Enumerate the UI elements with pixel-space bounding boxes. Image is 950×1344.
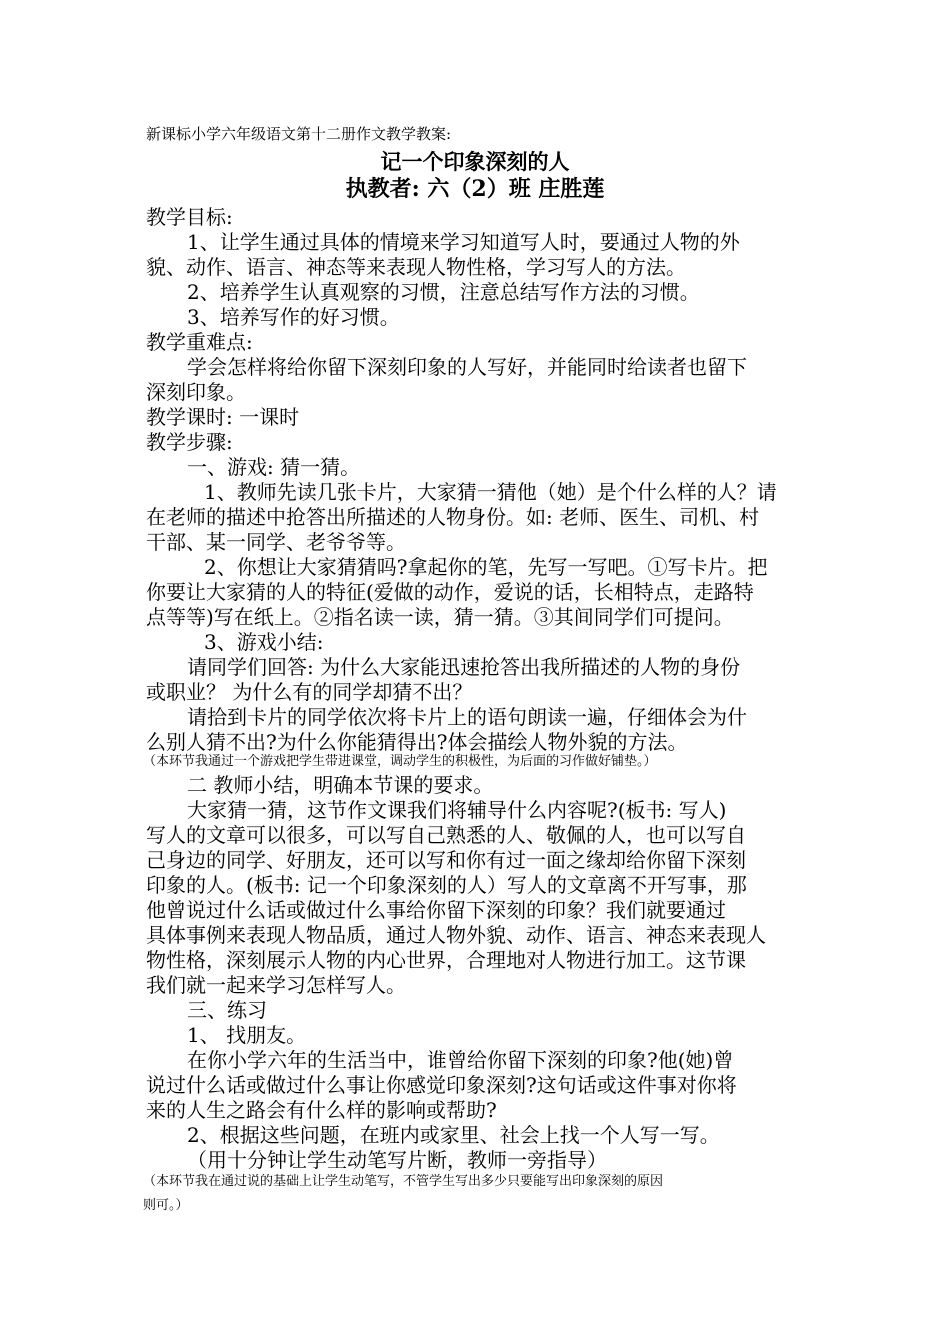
paragraph-line: （用十分钟让学生动笔写片断，教师一旁指导） xyxy=(187,1148,607,1172)
paragraph-line: 写人的文章可以很多，可以写自己熟悉的人、敬佩的人，也可以写自 xyxy=(146,823,746,847)
paragraph-line: 来的人生之路会有什么样的影响或帮助? xyxy=(146,1098,497,1122)
paragraph-line: 二 教师小结，明确本节课的要求。 xyxy=(187,773,494,797)
paragraph-line: 点等等)写在纸上。②指名读一读，猜一猜。③其间同学们可提问。 xyxy=(146,605,734,629)
paragraph-line: 具体事例来表现人物品质，通过人物外貌、动作、语言、神态来表现人 xyxy=(146,923,766,947)
paragraph-line: 1、让学生通过具体的情境来学习知道写人时，要通过人物的外 xyxy=(187,230,740,254)
paragraph-line: 干部、某一同学、老爷爷等。 xyxy=(146,530,406,554)
paragraph-line: 2、根据这些问题，在班内或家里、社会上找一个人写一写。 xyxy=(187,1123,720,1147)
teaching-note: （本环节我通过一个游戏把学生带进课堂，调动学生的积极性，为后面的习作做好铺垫。） xyxy=(143,754,657,769)
paragraph-line: 么别人猜不出?为什么你能猜得出?体会描绘人物外貌的方法。 xyxy=(146,730,688,754)
paragraph-line: 我们就一起来学习怎样写人。 xyxy=(146,973,406,997)
paragraph-line: 学会怎样将给你留下深刻印象的人写好，并能同时给读者也留下 xyxy=(187,355,747,379)
paragraph-line: 大家猜一猜，这节作文课我们将辅导什么内容呢?(板书: 写人) xyxy=(187,798,727,822)
paragraph-line: 印象的人。(板书: 记一个印象深刻的人）写人的文章离不开写事，那 xyxy=(146,873,747,897)
paragraph-line: 己身边的同学、好朋友，还可以写和你有过一面之缘却给你留下深刻 xyxy=(146,848,746,872)
section-heading: 教学课时: 一课时 xyxy=(146,405,300,429)
paragraph-line: 深刻印象。 xyxy=(146,380,246,404)
paragraph-line: 在老师的描述中抢答出所描述的人物身份。如: 老师、医生、司机、村 xyxy=(146,505,760,529)
teaching-note: 则可。） xyxy=(143,1198,189,1213)
document-title: 记一个印象深刻的人 xyxy=(380,149,570,174)
paragraph-line: 1、教师先读几张卡片，大家猜一猜他（她）是个什么样的人？请 xyxy=(204,480,777,504)
paragraph-line: 3、游戏小结: xyxy=(204,630,324,654)
document-header: 新课标小学六年级语文第十二册作文教学教案: xyxy=(146,125,452,143)
paragraph-line: 他曾说过什么话或做过什么事给你留下深刻的印象？我们就要通过 xyxy=(146,898,726,922)
paragraph-line: 2、培养学生认真观察的习惯，注意总结写作方法的习惯。 xyxy=(187,280,700,304)
paragraph-line: 或职业？ 为什么有的同学却猜不出？ xyxy=(146,680,473,704)
paragraph-line: 请拾到卡片的同学依次将卡片上的语句朗读一遍，仔细体会为什 xyxy=(187,705,747,729)
paragraph-line: 请同学们回答: 为什么大家能迅速抢答出我所描述的人物的身份 xyxy=(187,655,741,679)
paragraph-line: 物性格，深刻展示人物的内心世界，合理地对人物进行加工。这节课 xyxy=(146,948,746,972)
paragraph-line: 3、培养写作的好习惯。 xyxy=(187,305,400,329)
paragraph-line: 你要让大家猜的人的特征(爱做的动作，爱说的话，长相特点，走路特 xyxy=(146,580,754,604)
paragraph-line: 在你小学六年的生活当中，谁曾给你留下深刻的印象?他(她)曾 xyxy=(187,1048,734,1072)
section-heading: 教学重难点: xyxy=(146,330,253,354)
section-heading: 教学目标: xyxy=(146,205,233,229)
paragraph-line: 貌、动作、语言、神态等来表现人物性格，学习写人的方法。 xyxy=(146,255,686,279)
teaching-note: （本环节我在通过说的基础上让学生动笔写，不管学生写出多少只要能写出印象深刻的原因 xyxy=(143,1174,664,1189)
paragraph-line: 2、你想让大家猜猜吗?拿起你的笔，先写一写吧。①写卡片。把 xyxy=(204,555,768,579)
author-line: 执教者: 六（2）班 庄胜莲 xyxy=(345,176,605,202)
paragraph-line: 一、游戏: 猜一猜。 xyxy=(187,455,361,479)
paragraph-line: 三、练习 xyxy=(187,998,267,1022)
paragraph-line: 1、 找朋友。 xyxy=(187,1023,307,1047)
paragraph-line: 说过什么话或做过什么事让你感觉印象深刻?这句话或这件事对你将 xyxy=(146,1073,737,1097)
section-heading: 教学步骤: xyxy=(146,430,233,454)
